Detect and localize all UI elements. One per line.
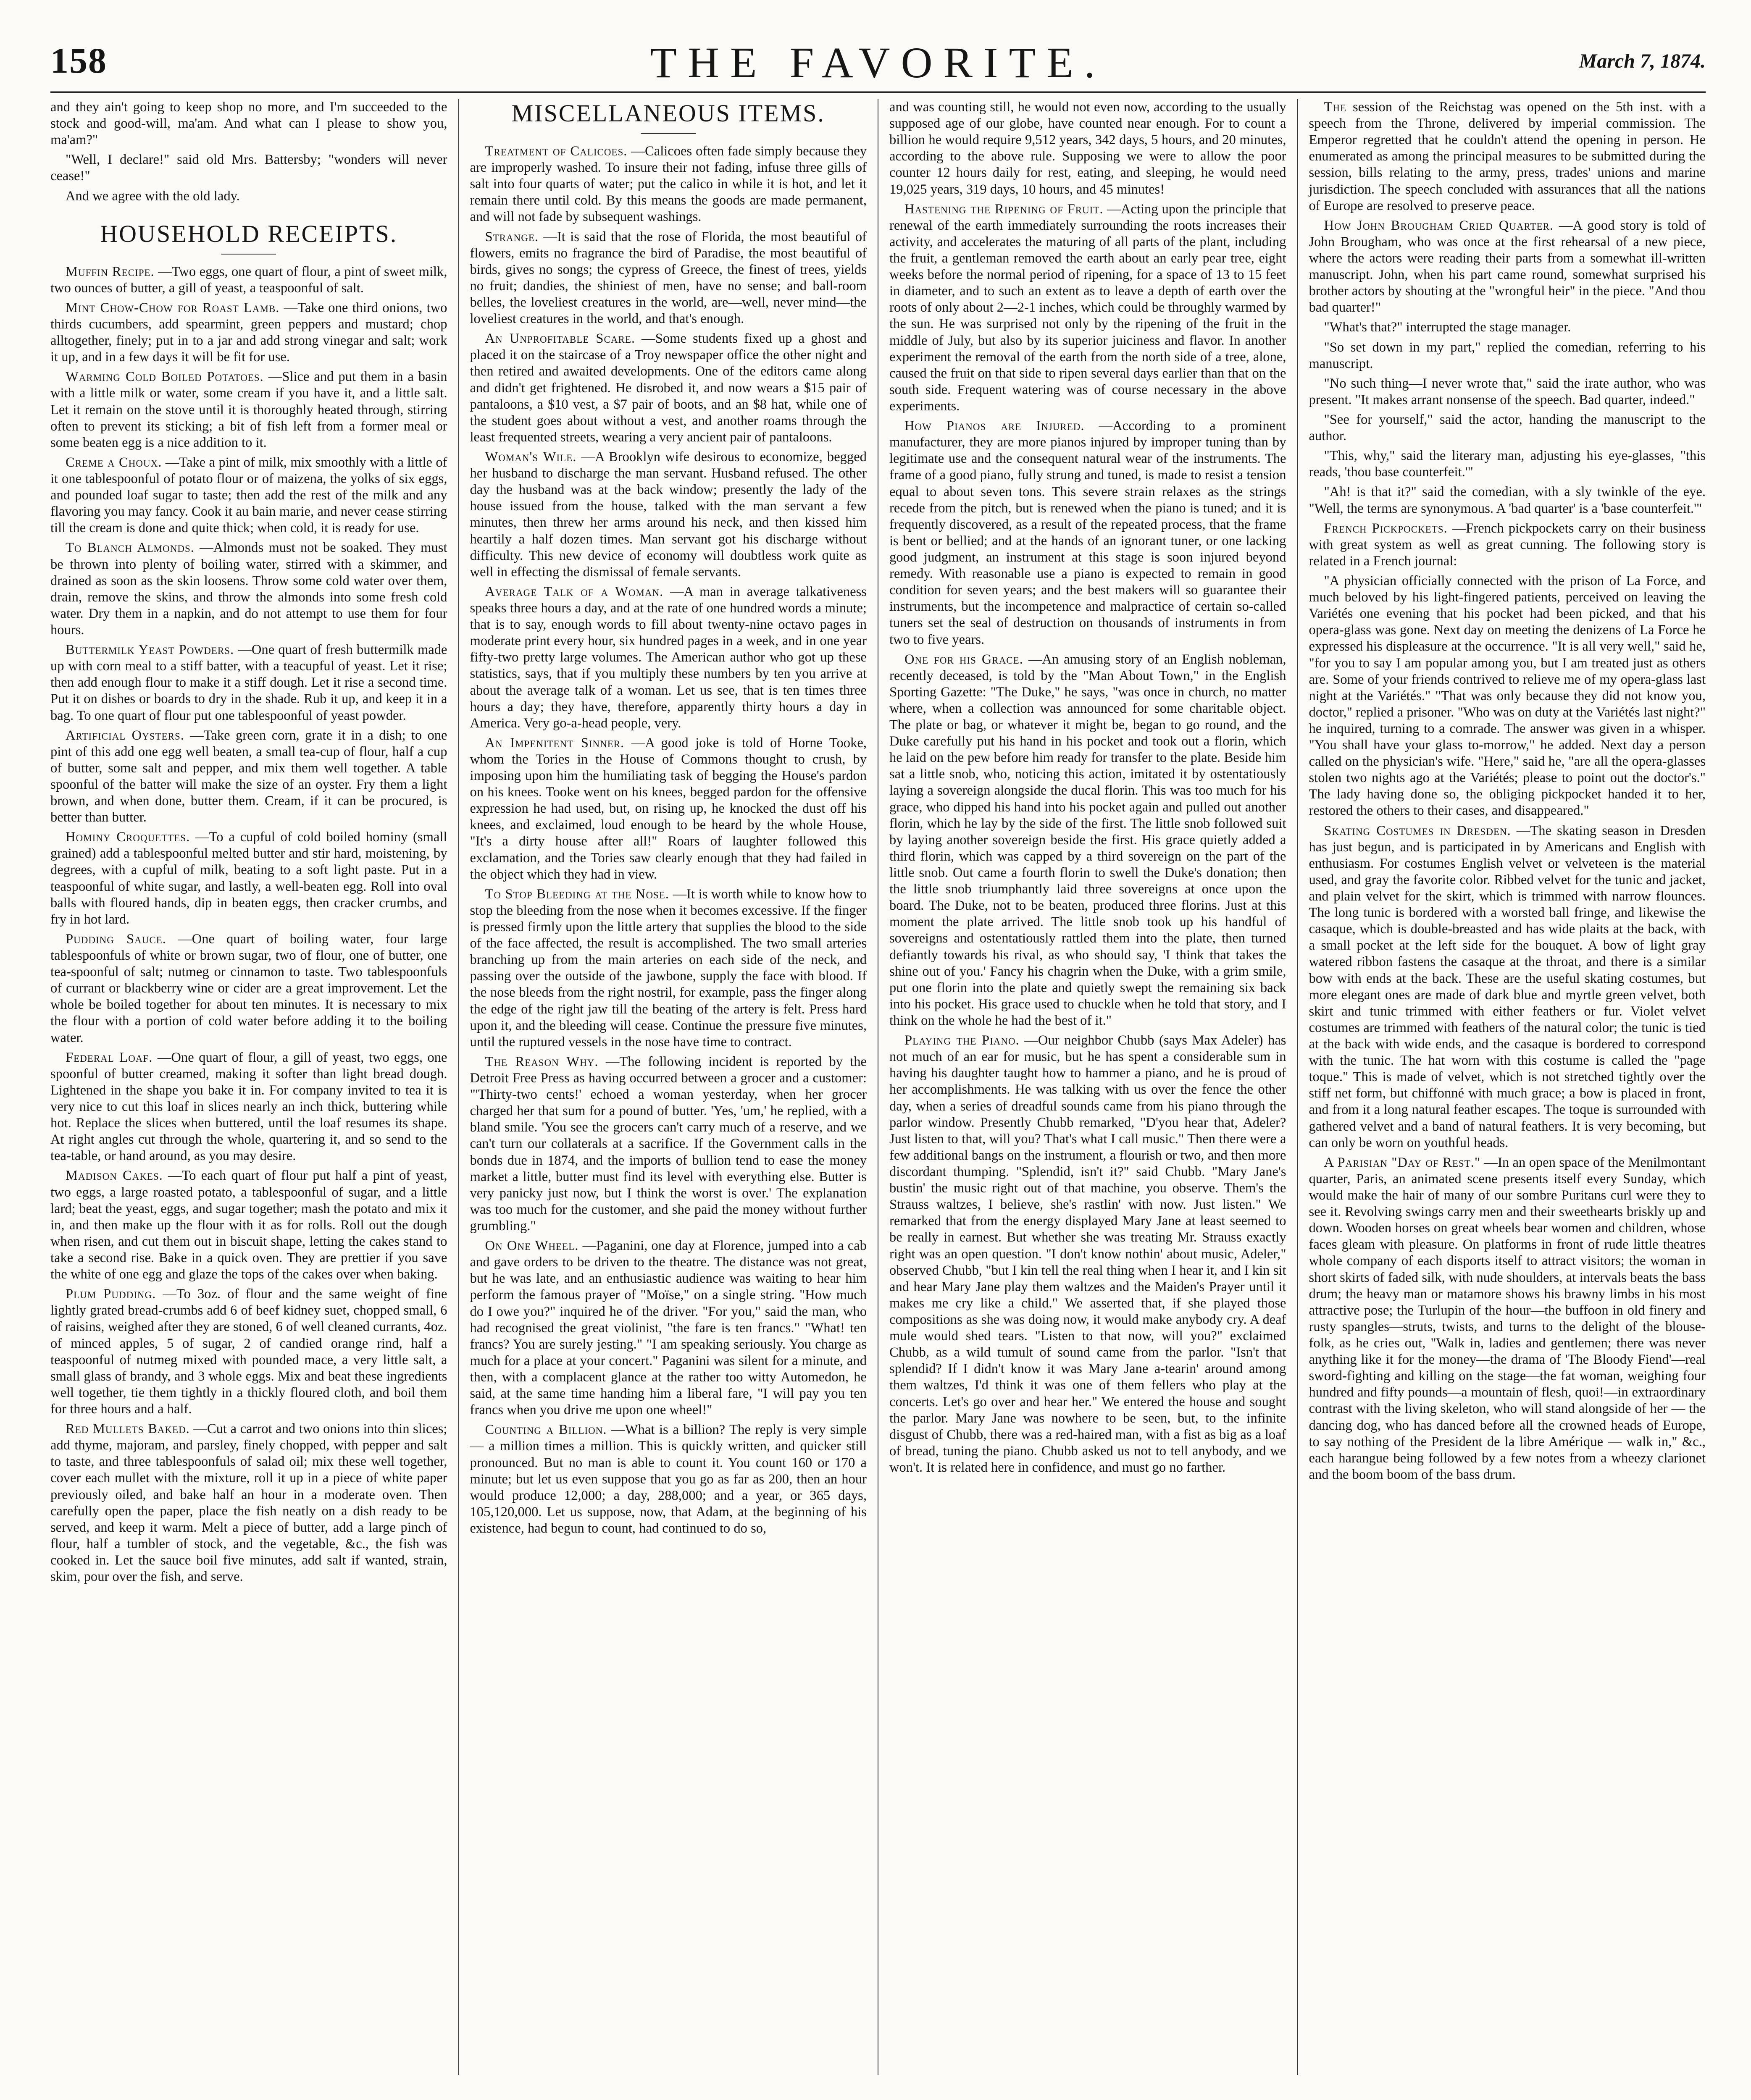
article-heading: Plum Pudding. bbox=[66, 1286, 156, 1302]
article-heading: Hominy Croquettes. bbox=[66, 830, 190, 845]
article-heading: On One Wheel. bbox=[485, 1238, 579, 1254]
article-text: "A physician officially connected with the prison of La Force, and much beloved by his light-fingered patients, perceived on leaving the Variétés one evening that his pocket had been picked, and that his opera-glass was gone. Next day on meeting the denizens of La Force he expressed his displeasure at the occurrence. "It is all very well," said he, "for you to say I am popular among you, but I am treated just as others are. Some of your friends contrived to relieve me of my opera-glass last night at the Variétés." "That was only because they did not know you, doctor," replied a prisoner. "Who was on duty at the Variétés last night?" he inquired, turning to a comrade. The answer was given in a whisper. "You shall have your glass to-morrow," he added. Next day a person called on the physician's wife. "Here," said he, "are all the opera-glasses stolen two nights ago at the Variétés; please to point out the doctor's." The lady having done so, the obliging pickpocket handed it to her, restored the others to their cases, and disappeared." bbox=[1309, 573, 1706, 819]
article-paragraph bbox=[50, 1168, 447, 1283]
article-paragraph bbox=[889, 651, 1286, 1029]
newspaper-title: THE FAVORITE. bbox=[650, 39, 1106, 87]
column-1 bbox=[50, 99, 458, 2075]
article-paragraph bbox=[470, 229, 867, 328]
article-paragraph bbox=[50, 1421, 447, 1585]
article-paragraph bbox=[50, 264, 447, 297]
article-text: —An amusing story of an English nobleman, recently deceased, is told by the "Man About Town," in the English Sporting Gazette: "The Duke," he says, "was once in church, no matter where, when a collection was announced for some charitable object. The plate or bag, or whatever it might be, began to go round, and the Duke carefully put his hand in his pocket and took out a florin, which he laid on the pew before him ready for transfer to the plate. Beside him sat a little snob, who, noticing this action, imitated it by ostentatiously laying a sovereign alongside the ducal florin. This was too much for his grace, who dipped his hand into his pocket again and pulled out another florin, which he lay by the side of the first. The little snob followed suit by laying another sovereign beside the first. His grace quietly added a third florin, which was capped by a third sovereign on the part of the little snob. Out came a fourth florin to swell the Duke's donation; then the little snob triumphantly laid three sovereigns at once upon the board. The Duke, not to be beaten, produced three florins. Just at this moment the plate arrived. The little snob took up his handful of sovereigns and ostentatiously rattled them into the plate, then turned defiantly towards his rival, as who should say, 'I think that takes the shine out of you.' Fancy his chagrin when the Duke, with a grim smile, put one florin into the plate and quietly swept the remaining six back into his pocket. His grace used to chuckle when he told that story, and I think on the whole he had the best of it." bbox=[889, 651, 1286, 1029]
article-text: —According to a prominent manufacturer, they are more pianos injured by improper tuning than by legitimate use and the consequent natural wear of the instruments. The frame of a good piano, fully strung and tuned, is made to resist a tension equal to about seven tons. This severe strain relaxes as the strings recede from the pitch, but is renewed when the piano is tuned; and it is frequently discovered, as a result of the repeated process, that the frame is bent or bellied; and at the hands of an ignorant tuner, or one lacking good judgment, an instrument at this stage is soon injured beyond remedy. With reasonable use a piano is expected to remain in good condition for seven years; and the best makers will so guarantee their instruments, but the incompetence and malpractice of certain so-called tuners set the seal of destruction on thousands of instruments in from two to five years. bbox=[889, 418, 1286, 647]
article-text: —Calicoes often fade simply because they are improperly washed. To insure their not fading, infuse three gills of salt into four quarts of water; put the calico in while it is hot, and let it remain there until cold. By this means the goods are made permanent, and will not fade by subsequent washings. bbox=[470, 144, 867, 225]
article-heading: Warming Cold Boiled Potatoes. bbox=[66, 369, 264, 385]
article-paragraph bbox=[889, 418, 1286, 648]
article-paragraph bbox=[50, 931, 447, 1046]
article-text: —The following incident is reported by the Detroit Free Press as having occurred between a grocer and a customer: "'Thirty-two cents!' echoed a woman yesterday, when her grocer charged her that sum for a pound of butter. 'Yes, 'um,' he replied, with a bland smile. 'You see the grocers can't carry much of a reserve, and we can't turn our collaterals at a sacrifice. If the Government calls in the bonds due in 1874, and the imports of bullion tend to ease the money market a little, butter must find its level with everything else. Butter is very panicky just now, but I think the worst is over.' The explanation was too much for the customer, and she paid the money without further grumbling." bbox=[470, 1054, 867, 1234]
article-paragraph bbox=[470, 449, 867, 580]
article-text: —To 3oz. of flour and the same weight of fine lightly grated bread-crumbs add 6 of beef kidney suet, chopped small, 6 of raisins, weighed after they are stoned, 6 of well cleaned currants, 4oz. of minced apples, 5 of sugar, 2 of candied orange rind, half a teaspoonful of nutmeg mixed with pounded mace, a very little salt, a small glass of brandy, and 3 whole eggs. Mix and beat these ingredients well together, tie them tightly in a thickly floured cloth, and boil them for three hours and a half. bbox=[50, 1286, 447, 1417]
article-text: —The skating season in Dresden has just begun, and is participated in by Americans and English with enthusiasm. For costumes English velvet or velveteen is the material used, and gray the favorite color. Ribbed velvet for the tunic and jacket, and plain velvet for the skirt, which is trimmed with narrow flounces. The long tunic is bordered with a worsted ball fringe, and likewise the casaque, which is double-breasted and has wide plaits at the back, with a small pocket at the left side for the bouquet. A bow of light gray watered ribbon fastens the casaque at the throat, and there is a similar bow with ends at the back. These are the useful skating costumes, but more elegant ones are made of dark blue and myrtle green velvet, both skirt and tunic trimmed with either feathers or fur. Violet velvet costumes are trimmed with feathers of the natural color; the tunic is tied at the back with wide ends, and the casaque is bordered to correspond with the tunic. The hat worn with this costume is called the "page toque." This is made of velvet, which is not stretched tightly over the stiff net form, but chiffonné with much grace; a bow is placed in front, and from it a long natural feather escapes. The toque is surrounded with gathered velvet and a band of natural feathers. It is very becoming, but can only be worn on youthful heads. bbox=[1309, 823, 1706, 1150]
article-text: —A Brooklyn wife desirous to economize, begged her husband to discharge the man servant. Husband refused. The other day the husband was at the back window; presently the lady of the house issued from the house, talked with the man servant a few minutes, then threw her arms around his neck, and then kissed him heartily a half dozen times. Man servant got his discharge without difficulty. This new device of economy will doubtless work quite as well in effecting the dismissal of female servants. bbox=[470, 449, 867, 580]
article-text: —What is a billion? The reply is very simple — a million times a million. This is quickly written, and quicker still pronounced. But no man is able to count it. You count 160 or 170 a minute; but let us even suppose that you go as far as 200, then an hour would produce 12,000; a day, 288,000; and a year, or 365 days, 105,120,000. Let us suppose, now, that Adam, at the beginning of his existence, had begun to count, had continued to do so, bbox=[470, 1422, 867, 1536]
article-text: —Take a pint of milk, mix smoothly with a little of it one tablespoonful of potato flour or of maizena, the yolks of six eggs, and pounded loaf sugar to taste; then add the rest of the milk and any flavoring you may fancy. Cook it au bain marie, and never cease stirring till the cream is done and quite thick; when cold, it is ready for use. bbox=[50, 454, 447, 536]
article-heading: Madison Cakes. bbox=[66, 1168, 163, 1184]
article-heading: A Parisian "Day of Rest." bbox=[1324, 1155, 1481, 1170]
article-heading: How John Brougham Cried Quarter. bbox=[1324, 218, 1554, 233]
article-text: —Two eggs, one quart of flour, a pint of sweet milk, two ounces of butter, a gill of yeast, a teaspoonful of salt. bbox=[50, 264, 447, 296]
article-paragraph bbox=[1309, 339, 1706, 372]
article-heading: Average Talk of a Woman. bbox=[485, 584, 664, 599]
page-number: 158 bbox=[50, 40, 107, 81]
article-paragraph bbox=[50, 1286, 447, 1418]
article-text: "Ah! is that it?" said the comedian, with a sly twinkle of the eye. "Well, the terms are synonymous. A 'bad quarter' is a 'base counterfeit.'" bbox=[1309, 484, 1706, 516]
article-text: —A good joke is told of Horne Tooke, whom the Tories in the House of Commons thought to crush, by imposing upon him the humiliating task of begging the House's pardon on his knees. Tooke went on his knees, begged pardon for the offensive expression he had used, but, on rising up, he knocked the dust off his knees, and exclaimed, loud enough to be heard by the whole House, "It's a dirty house after all!" Roars of laughter followed this exclamation, and the Tories saw clearly enough that they had failed in the object which they had in view. bbox=[470, 735, 867, 882]
article-paragraph bbox=[1309, 1155, 1706, 1483]
article-text: —One quart of boiling water, four large tablespoonfuls of white or brown sugar, two of flour, one of butter, one tea-spoonful of salt; nutmeg or cinnamon to taste. Two tablespoonfuls of currant or blackberry wine or cider are a great improvement. Let the whole be boiled together for about ten minutes. It is necessary to mix the flour with a portion of cold water before adding it to the boiling water. bbox=[50, 931, 447, 1045]
article-text: —Slice and put them in a basin with a little milk or water, some cream if you have it, and a little salt. Let it remain on the stove until it is thoroughly heated through, stirring often to prevent its sticking; a bit of fish left from a former meal or some beaten egg is a nice addition to it. bbox=[50, 369, 447, 450]
article-heading: How Pianos are Injured. bbox=[904, 418, 1085, 434]
article-text: —In an open space of the Menilmontant quarter, Paris, an animated scene presents itself every Sunday, which would make the hair of many of our sombre Puritans curl were they to see it. Revolving swings carry men and their sweethearts briskly up and down. Wooden horses on great wheels bear women and children, whose faces gleam with pleasure. On platforms in front of rude little theatres whole company of each disports itself to attract visitors; the woman in short skirts of faded silk, with nude shoulders, at intervals beats the bass drum; the heavy man or matamore shows his brawny limbs in his most attractive pose; the Turlupin of the hour—the buffoon in old finery and rusty spangles—struts, twists, and turns to the delight of the blouse-folk, as he cries out, "Walk in, ladies and gentlemen; there was never anything like it for the money—the drama of 'The Bloody Fiend'—real sword-fighting and killing on the stage—the fat woman, weighing four hundred and fifty pounds—a mountain of flesh, quoi!—in extraordinary contrast with the living skeleton, who will stand alongside of her — the dancing dog, who has danced before all the crowned heads of Europe, to say nothing of the President de la libre Amérique — walk in," &c., each harangue being followed by a few notes from a wheezy clarionet and the boom boom of the bass drum. bbox=[1309, 1155, 1706, 1482]
article-heading: Federal Loaf. bbox=[66, 1050, 153, 1065]
article-paragraph bbox=[1309, 823, 1706, 1151]
article-heading: To Blanch Almonds. bbox=[66, 540, 195, 556]
section-title: MISCELLANEOUS ITEMS. bbox=[511, 100, 825, 127]
masthead bbox=[50, 36, 1706, 93]
article-paragraph bbox=[1309, 99, 1706, 214]
article-text: —Almonds must not be soaked. They must be thrown into plenty of boiling water, stirred with a skimmer, and drained as soon as the skin loosens. Throw some cold water over them, drain, remove the skins, and throw the almonds into some fresh cold water. Dry them in a napkin, and do not attempt to use them for four hours. bbox=[50, 540, 447, 638]
article-heading: Woman's Wile. bbox=[485, 449, 577, 465]
article-paragraph bbox=[50, 829, 447, 928]
article-text: —To a cupful of cold boiled hominy (small grained) add a tablespoonful melted butter and stir hard, moistening, by degrees, with a cupful of milk, beating to a soft light paste. Put in a teaspoonful of white sugar, and lastly, a well-beaten egg. Roll into oval balls with floured hands, dip in beaten eggs, then cracker crumbs, and fry in hot lard. bbox=[50, 830, 447, 927]
section-title: HOUSEHOLD RECEIPTS. bbox=[100, 220, 398, 247]
article-text: —Acting upon the principle that renewal of the earth immediately surrounding the roots increases their activity, and accelerates the maturing of all parts of the plant, including the fruit, a gentleman removed the earth about an early pear tree, eight weeks before the normal period of ripening, for a space of 13 to 15 feet in diameter, and to such an extent as to leave a depth of earth over the roots of only about 2—2-1 inches, which could be throughly warmed by the sun. He was surprised not only by the ripening of the fruit in the middle of July, but also by its superior juiciness and flavor. In another experiment the removal of the earth from the north side of a tree, alone, caused the fruit on that side to ripen several days earlier than that on the south side. Frequent watering was of course necessary in the above experiments. bbox=[889, 201, 1286, 414]
article-text: "No such thing—I never wrote that," said the irate author, who was present. "It makes arrant nonsense of the speech. Bad quarter, indeed." bbox=[1309, 375, 1706, 407]
article-heading: Creme a Choux. bbox=[66, 454, 162, 470]
section-rule bbox=[221, 254, 276, 255]
column-4 bbox=[1297, 99, 1706, 2075]
article-text: —It is worth while to know how to stop the bleeding from the nose when it becomes excessive. If the finger is pressed firmly upon the little artery that supplies the blood to the side of the face affected, the result is accomplished. The two small arteries branching up from the main arteries on each side of the neck, and passing over the outside of the jawbone, supply the face with blood. If the nose bleeds from the right nostril, for example, pass the finger along the edge of the right jaw till the beating of the artery is felt. Press hard upon it, and the bleeding will cease. Continue the pressure five minutes, until the ruptured vessels in the nose have time to contract. bbox=[470, 886, 867, 1050]
article-text: —To each quart of flour put half a pint of yeast, two eggs, a large roasted potato, a tablespoonful of sugar, and a little lard; beat the yeast, eggs, and sugar together; mash the potato and mix it in, and then make up the flour with it as for rolls. Roll out the dough when risen, and cut them out in biscuit shape, letting the cakes stand to take a second rise. Bake in a quick oven. They are prettier if you save the white of one egg and glaze the tops of the cakes over when baking. bbox=[50, 1168, 447, 1282]
article-heading: Hastening the Ripening of Fruit. bbox=[904, 201, 1104, 217]
article-paragraph bbox=[1309, 412, 1706, 444]
article-text: —It is said that the rose of Florida, the most beautiful of flowers, emits no fragrance the bird of Paradise, the most beautiful of birds, gives no songs; the cypress of Greece, the finest of trees, yields no fruit; dandies, the shiniest of men, have no sense; and ball-room belles, the loveliest creatures in the world, are—well, never mind—the loveliest creatures in the world, and that's enough. bbox=[470, 229, 867, 327]
continued-paragraph: and was counting still, he would not even now, according to the usually supposed age of our globe, have counted near enough. For to count a billion he would require 9,512 years, 342 days, 5 hours, and 20 minutes, according to the above rule. Supposing we were to allow the poor counter 12 hours daily for rest, eating, and sleeping, he would need 19,025 years, 319 days, 10 hours, and 45 minutes! bbox=[889, 100, 1286, 197]
column-2 bbox=[458, 99, 878, 2075]
article-paragraph bbox=[1309, 520, 1706, 570]
article-heading: Red Mullets Baked. bbox=[66, 1421, 190, 1437]
article-heading: Counting a Billion. bbox=[485, 1422, 607, 1438]
article-heading: The Reason Why. bbox=[485, 1054, 599, 1069]
article-paragraph bbox=[1309, 375, 1706, 408]
article-text: —Take one third onions, two thirds cucumbers, add spearmint, green peppers and mustard; chop alltogether, finely; put in to a jar and add strong vinegar and salt; work it up, and in a few days it will be fit for use. bbox=[50, 300, 447, 365]
article-text: "So set down in my part," replied the comedian, referring to his manuscript. bbox=[1309, 339, 1706, 371]
article-text: —Our neighbor Chubb (says Max Adeler) has not much of an ear for music, but he has spent a considerable sum in having his daughter taught how to hammer a piano, and he is proud of her accomplishments. He was talking with us over the fence the other day, when a series of dreadful sounds came from his piano through the parlor window. Presently Chubb remarked, "D'you hear that, Adeler? Just listen to that, will you? That's what I call music." Then there were a few additional bangs on the instrument, a flourish or two, and then more discordant thumping. "Splendid, isn't it?" said Chubb. "Mary Jane's bustin' the music right out of that machine, you observe. Them's the Strauss waltzes, I believe, she's rastlin' with now. Just listen." We remarked that from the energy displayed Mary Jane at least seemed to be really in earnest. But whether she was treating Mr. Strauss exactly right was an open question. "I don't know nothin' about music, Adeler," observed Chubb, "but I kin tell the real thing when I hear it, and I kin sit and hear Mary Jane play them waltzes and the Maiden's Prayer until it makes me cry like a child." We asserted that, if she played those compositions as she was doing now, it would make anybody cry. A deaf mule would shed tears. "Listen to that now, will you?" exclaimed Chubb, as a wild tumult of sound came from the parlor. "Isn't that splendid? If I didn't know it was Mary Jane a-tearin' around among them waltzes, I'd think it was one of them fellers who play at the concerts. Let's go over and hear her." We entered the house and sought the parlor. Mary Jane was nowhere to be seen, but, to the infinite disgust of Chubb, there was a red-haired man, with a fist as big as a loaf of bread, tuning the piano. Chubb asked us not to tell anybody, and we won't. It is related here in confidence, and must go no farther. bbox=[889, 1033, 1286, 1475]
article-paragraph bbox=[50, 727, 447, 826]
article-paragraph bbox=[470, 1422, 867, 1537]
article-paragraph bbox=[1309, 484, 1706, 517]
article-text: —Paganini, one day at Florence, jumped into a cab and gave orders to be driven to the theatre. The distance was not great, but he was late, and an enthusiastic audience was waiting to hear him perform the famous prayer of "Moïse," on a single string. "How much do I owe you?" inquired he of the driver. "For you," said the man, who had recognised the great violinist, "the fare is ten francs." "What! ten francs? You are surely jesting." "I am speaking seriously. You charge as much for a place at your concert." Paganini was silent for a minute, and then, with a complacent glance at the rather too witty Automedon, he said, at the same time handing him a liberal fare, "I will pay you ten francs when you drive me upon one wheel!" bbox=[470, 1238, 867, 1418]
article-paragraph bbox=[50, 300, 447, 365]
article-paragraph bbox=[470, 886, 867, 1050]
article-text: —One quart of flour, a gill of yeast, two eggs, one spoonful of butter creamed, making it softer than light bread dough. Lightened in the shape you bake it in. For company invited to tea it is very nice to cut this loaf in slices nearly an inch thick, buttering while hot. Replace the slices when buttered, until the loaf resumes its shape. At right angles cut through the whole, quartering it, and so send to the tea-table, or hand around, as you may desire. bbox=[50, 1050, 447, 1164]
article-paragraph bbox=[1309, 448, 1706, 480]
article-paragraph bbox=[470, 1054, 867, 1234]
article-text: —Some students fixed up a ghost and placed it on the staircase of a Troy newspaper office the other night and then retired and awaited developments. One of the editors came along and didn't get frightened. He disrobed it, and now wears a $15 pair of pantaloons, a $10 vest, a $7 pair of boots, and an $8 hat, while one of the student goes about without a vest, and another roams through the least frequented streets, wearing a very ancient pair of pantaloons. bbox=[470, 331, 867, 445]
column-3 bbox=[878, 99, 1297, 2075]
article-heading: Artificial Oysters. bbox=[66, 727, 184, 743]
article-text: "See for yourself," said the actor, handing the manuscript to the author. bbox=[1309, 412, 1706, 444]
article-heading: Treatment of Calicoes. bbox=[485, 144, 628, 159]
article-heading: An Unprofitable Scare. bbox=[485, 331, 636, 346]
article-heading: Mint Chow-Chow for Roast Lamb. bbox=[66, 300, 280, 315]
article-heading: To Stop Bleeding at the Nose. bbox=[485, 886, 670, 902]
article-paragraph bbox=[470, 331, 867, 446]
continued-paragraph: and they ain't going to keep shop no more, and I'm succeeded to the stock and good-will, ma'am. And what can I please to show you, ma'am?" bbox=[50, 100, 447, 148]
section-rule bbox=[641, 133, 696, 134]
article-paragraph bbox=[1309, 573, 1706, 819]
article-heading: Buttermilk Yeast Powders. bbox=[66, 642, 234, 658]
article-paragraph bbox=[470, 584, 867, 732]
article-paragraph bbox=[50, 369, 447, 451]
article-heading: The bbox=[1324, 100, 1347, 115]
article-text: —Cut a carrot and two onions into thin slices; add thyme, majoram, and parsley, finely chopped, with pepper and salt to taste, and three tablespoonfuls of salad oil; mix these well together, cover each mullet with the mixture, roll it up in a piece of white paper previously oiled, and bake half an hour in a moderate oven. Then carefully open the paper, place the fish neatly on a dish ready to be served, and keep it warm. Melt a piece of butter, add a large pinch of flour, half a tumbler of stock, and the vegetable, &c., the fish was cooked in. Let the sauce boil five minutes, add salt if wanted, strain, skim, pour over the fish, and serve. bbox=[50, 1421, 447, 1585]
issue-date: March 7, 1874. bbox=[1579, 50, 1706, 72]
article-paragraph bbox=[1309, 319, 1706, 336]
article-heading: An Impenitent Sinner. bbox=[485, 735, 625, 751]
article-paragraph bbox=[889, 1032, 1286, 1476]
article-text: —A good story is told of John Brougham, who was once at the first rehearsal of a new piece, where the actors were reading their parts from a somewhat ill-written manuscript. John, when his part came round, somewhat surprised his brother actors by shouting at the "wrongful heir" in the piece. "And thou bad quarter!" bbox=[1309, 218, 1706, 315]
article-heading: Strange. bbox=[485, 229, 539, 244]
article-heading: Pudding Sauce. bbox=[66, 931, 166, 947]
article-text: session of the Reichstag was opened on the 5th inst. with a speech from the Throne, delivered by imperial commission. The Emperor regretted that he couldn't attend the opening in person. He enumerated as among the principal measures to be submitted during the session, bills relating to the army, press, trades' unions and marine jurisdiction. The speech concluded with assurances that all the nations of Europe are resolved to preserve peace. bbox=[1309, 100, 1706, 213]
article-text: —A man in average talkativeness speaks three hours a day, and at the rate of one hundred words a minute; that is to say, enough words to fill about twenty-nine octavo pages in moderate print every hour, six hundred pages in a week, and in one year fifty-two pretty large volumes. The American author who got up these statistics, says, that if you multiply these numbers by ten you arrive at about the average talk of a woman. Let us see, that is ten times three hours a day; they have, therefore, apparently thirty hours a day in America. Very go-a-head people, very. bbox=[470, 584, 867, 731]
article-paragraph bbox=[1309, 218, 1706, 316]
article-paragraph bbox=[50, 540, 447, 638]
article-paragraph bbox=[470, 1238, 867, 1418]
article-text: —One quart of fresh buttermilk made up with corn meal to a stiff batter, with a teacupful of yeast. Let it rise; then add enough flour to make it a stiff dough. Let it rise a second time. Put it on dishes or boards to dry in the shade. Rub it up, and keep it in a bag. To one quart of flour put one tablespoonful of yeast powder. bbox=[50, 642, 447, 723]
article-text: —Take green corn, grate it in a dish; to one pint of this add one egg well beaten, a small tea-cup of flour, half a cup of butter, some salt and pepper, and mix them well together. A table spoonful of the batter will make the size of an oyster. Fry them a light brown, and when done, butter them. Cream, if it can be procured, is better than butter. bbox=[50, 727, 447, 825]
continued-paragraph: "Well, I declare!" said old Mrs. Battersby; "wonders will never cease!" bbox=[50, 152, 447, 184]
article-heading: Muffin Recipe. bbox=[66, 264, 155, 279]
article-text: "What's that?" interrupted the stage manager. bbox=[1324, 320, 1571, 335]
continued-paragraph: And we agree with the old lady. bbox=[66, 188, 240, 204]
article-paragraph bbox=[50, 454, 447, 537]
article-heading: Playing the Piano. bbox=[904, 1033, 1020, 1048]
article-paragraph bbox=[50, 1050, 447, 1165]
article-text: "This, why," said the literary man, adjusting his eye-glasses, "this reads, 'thou base counterfeit.'" bbox=[1309, 448, 1706, 480]
article-heading: Skating Costumes in Dresden. bbox=[1324, 823, 1511, 838]
article-text: —French pickpockets carry on their business with great system as well as great cunning. The following story is related in a French journal: bbox=[1309, 520, 1706, 569]
article-heading: One for his Grace. bbox=[904, 651, 1023, 667]
article-paragraph bbox=[470, 143, 867, 226]
article-paragraph bbox=[50, 642, 447, 724]
article-paragraph bbox=[889, 201, 1286, 415]
columns bbox=[50, 99, 1706, 2075]
article-heading: French Pickpockets. bbox=[1324, 520, 1448, 536]
article-paragraph bbox=[470, 735, 867, 883]
